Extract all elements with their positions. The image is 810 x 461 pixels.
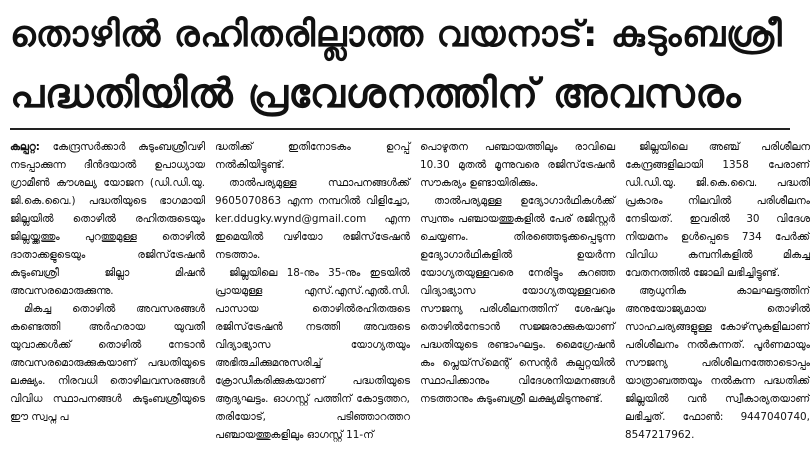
paragraph: പൊഴുതന പഞ്ചായത്തിലും രാവിലെ 10.30 മുതൽ മൂന്നുവരെ രജിസ്‌ട്രേഷൻ സൗകര്യം ഉണ്ടായിരിക്കും. [420,141,615,189]
column-3 [420,138,615,444]
paragraph-text: കേന്ദ്രസർക്കാർ കുടുംബശ്രീവഴി നടപ്പാക്കുന്ന ദീൻദയാൽ ഉപാധ്യായ ഗ്രാമീൺ കൗശല്യ യോജന (ഡി.ഡി.യു. ജി.കെ.വൈ.) പദ്ധതിയുടെ ഭാഗമായി ജില്ലയിൽ തൊഴിൽ രഹിതരുടെയും ജില്ലയ്ക്കത്തും പുറത്തുമുള്ള തൊഴിൽ ദാതാക്കളുടെയും രജിസ്‌ട്രേഷൻ കുടുംബശ്രീ ജില്ലാ മിഷൻ അവസരമൊരുക്കുന്നു. [10,141,205,297]
headline [10,6,790,124]
phone-numbers: 9447040740, 8547217962. [625,411,810,441]
paragraph: ജില്ലയിലെ 18-നും 35-നും ഇടയിൽ പ്രായമുള്ള എസ്.എസ്.എൽ.സി. പാസായ തൊഴിൽരഹിതരുടെ രജിസ്‌ട്രേഷൻ നടത്തി അവരുടെ വിദ്യാഭ്യാസ യോഗ്യതയും അഭിരുചിക്കുമനുസരിച്ച് ക്രോഡീകരിക്കുകയാണ് പദ്ധതിയുടെ ആദ്യഘട്ടം. ഓഗസ്റ്റ് പത്തിന് കോട്ടത്തറ, തരിയോട്, പടിഞ്ഞാറത്തറ പഞ്ചായത്തുകളിലും ഓഗസ്റ്റ് 11-ന് [215,267,410,441]
paragraph: താൽപര്യമുള്ള ഉദ്യോഗാർഥികൾക്ക് സ്വന്തം പഞ്ചായത്തുകളിൽ പേര് രജിസ്റ്റർ ചെയ്യണം. തിരഞ്ഞെടുക്കപ്പെടുന്ന ഉദ്യോഗാർഥികളിൽ ഉയർന്ന യോഗ്യതയുള്ളവരെ നേരിട്ടും കുറഞ്ഞ വിദ്യാഭ്യാസ യോഗ്യതയുള്ളവരെ സൗജന്യ പരിശീലനത്തിന് ശേഷവും തൊഴിൽനേടാൻ സജ്ജരാക്കുകയാണ് പദ്ധതിയുടെ രണ്ടാംഘട്ടം. മൈഗ്രേഷൻ കം പ്ലെയ്‌സ്‌മെന്റ് സെന്റർ കല്പറ്റയിൽ സ്ഥാപിക്കാനും വിദേശനിയമനങ്ങൾ നടത്താനും കുടുംബശ്രീ ലക്ഷ്യമിടുന്നുണ്ട്. [420,195,615,405]
paragraph: മികച്ച തൊഴിൽ അവസരങ്ങൾ കണ്ടെത്തി അർഹരായ യുവതീ യുവാക്കൾക്ക് തൊഴിൽ നേടാൻ അവസരമൊരുക്കുകയാണ് പദ്ധതിയുടെ ലക്ഷ്യം. നിരവധി തൊഴിലവസരങ്ങൾ വിവിധ സ്ഥാപനങ്ങൾ കുടുംബശ്രീയുടെ ഈ സ്വപ്ന പ [10,303,205,423]
dateline: കല്പറ്റ: [10,141,40,153]
column-4 [625,138,810,444]
paragraph: താൽപര്യമുള്ള സ്ഥാപനങ്ങൾക്ക് 9605070863 എന്ന നമ്പറിൽ വിളിച്ചോ, ker.ddugky.wynd@gmail.com എന്ന ഇമെയിൽ വഴിയോ രജിസ്‌ട്രേഷൻ നടത്താം. [215,177,410,261]
paragraph [10,138,205,300]
paragraph: ദ്ധതിക്ക് ഇതിനോടകം ഉറപ്പ് നൽകിയിട്ടുണ്ട്. [215,141,410,171]
paragraph: ജില്ലയിലെ അഞ്ച് പരിശീലന കേന്ദ്രങ്ങളിലായി 1358 പേരാണ് ഡി.ഡി.യു. ജി.കെ.വൈ. പദ്ധതി പ്രകാരം നിലവിൽ പരിശീലനം നേടിയത്. ഇവരിൽ 30 വിദേശ നിയമനം ഉൾപ്പെടെ 734 പേർക്ക് വിവിധ കമ്പനികളിൽ മികച്ച വേതനത്തിൽ ജോലി ലഭിച്ചിട്ടുണ്ട്. [625,141,810,279]
headline-line-2: പദ്ധതിയിൽ പ്രവേശനത്തിന് അവസരം [10,71,742,117]
headline-line-1: തൊഴിൽ രഹിതരില്ലാത്ത വയനാട്: കുടുംബശ്രീ [10,14,783,55]
paragraph-text: ആധുനിക കാലഘട്ടത്തിന് അനുയോജ്യമായ തൊഴിൽ സാഹചര്യങ്ങളുള്ള കോഴ്‌സുകളിലാണ് പരിശീലനം നൽകുന്നത്. പൂർണമായും സൗജന്യ പരിശീലനത്തോടൊപ്പം യാത്രാബത്തയും നൽകുന്ന പദ്ധതിക്ക് ജില്ലയിൽ വൻ സ്വീകാര്യതയാണ് ലഭിച്ചത്. ഫോൺ: [625,285,810,423]
paragraph [625,282,810,444]
article-body [10,138,810,441]
headline-rule [10,128,790,130]
column-2 [215,138,410,444]
column-1 [10,138,205,444]
